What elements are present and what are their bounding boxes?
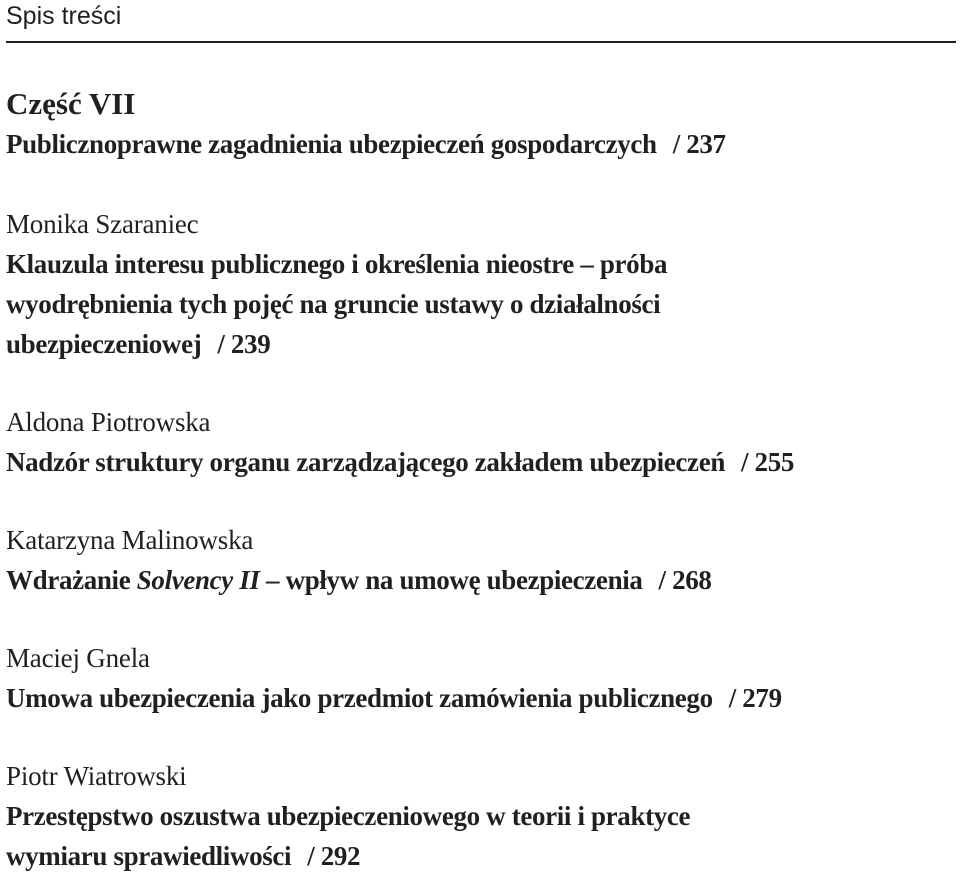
entry-title-italic: Solvency II <box>136 565 260 595</box>
running-header: Spis treści <box>6 2 122 30</box>
part-page-number: / 237 <box>672 129 726 159</box>
entry-page-number: / 255 <box>741 447 795 477</box>
entry-author: Katarzyna Malinowska <box>6 525 254 555</box>
toc-entry <box>6 638 951 718</box>
entry-title-text: – wpływ na umowę ubezpieczenia <box>259 565 643 595</box>
entry-title <box>6 244 951 364</box>
header-rule <box>6 41 956 43</box>
entry-title-text: Umowa ubezpieczenia jako przedmiot zamówienia publicznego <box>6 683 713 713</box>
part-label: Część VII <box>6 86 136 121</box>
entry-author: Aldona Piotrowska <box>6 407 211 437</box>
entry-page-number: / 268 <box>658 565 712 595</box>
entry-page-number: / 279 <box>728 683 782 713</box>
entry-author: Maciej Gnela <box>6 643 150 673</box>
entry-author: Monika Szaraniec <box>6 209 199 239</box>
part-title <box>6 124 951 164</box>
entry-author: Piotr Wiatrowski <box>6 761 187 791</box>
entry-title-line: ubezpieczeniowej <box>6 329 202 359</box>
part-title-text: Publicznoprawne zagadnienia ubezpieczeń gospodarczych <box>6 129 657 159</box>
entry-title-line: wyodrębnienia tych pojęć na gruncie ustawy o działalności <box>6 289 661 319</box>
entry-title-text: Nadzór struktury organu zarządzającego zakładem ubezpieczeń <box>6 447 725 477</box>
entry-page-number: / 292 <box>307 841 361 871</box>
entry-page-number: / 239 <box>217 329 271 359</box>
toc-entry <box>6 520 951 600</box>
entry-title-line: Klauzula interesu publicznego i określenia nieostre – próba <box>6 249 668 279</box>
entry-title <box>6 678 951 718</box>
entry-title <box>6 796 951 876</box>
toc-entry <box>6 204 951 364</box>
toc-entry <box>6 756 951 876</box>
entry-title-line: wymiaru sprawiedliwości <box>6 841 292 871</box>
entry-title <box>6 560 951 600</box>
part-heading <box>6 84 951 164</box>
entry-title-line: Przestępstwo oszustwa ubezpieczeniowego w teorii i praktyce <box>6 801 691 831</box>
entry-title <box>6 442 951 482</box>
entry-title-text: Wdrażanie <box>6 565 137 595</box>
toc-entry <box>6 402 951 482</box>
